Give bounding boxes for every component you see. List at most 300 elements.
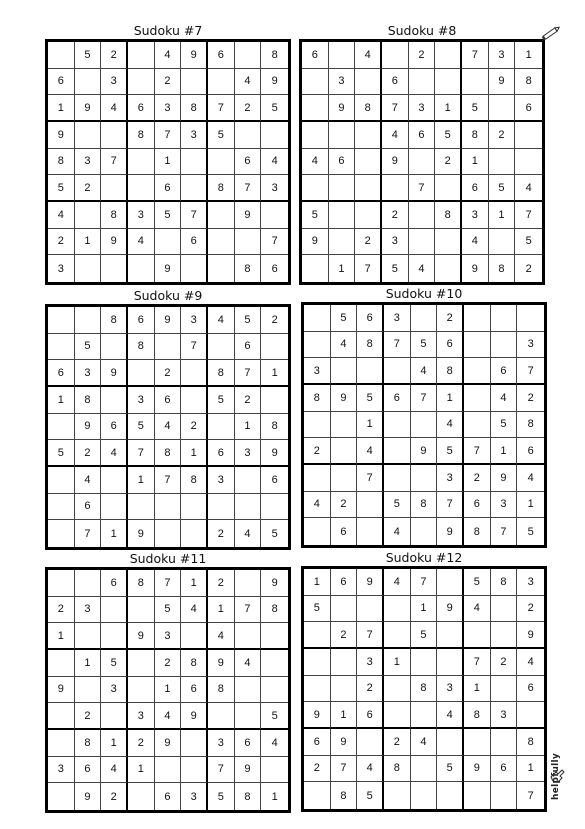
sudoku-cell xyxy=(208,149,235,176)
sudoku-cell: 6 xyxy=(128,307,155,334)
sudoku-cell: 2 xyxy=(48,229,75,256)
sudoku-cell xyxy=(304,465,331,492)
sudoku-cell: 4 xyxy=(48,202,75,229)
sudoku-cell xyxy=(435,42,462,69)
sudoku-cell: 3 xyxy=(155,623,182,650)
sudoku-cell xyxy=(181,730,208,757)
sudoku-cell: 7 xyxy=(181,334,208,361)
sudoku-cell: 7 xyxy=(382,95,409,122)
sudoku-cell: 6 xyxy=(75,494,102,521)
sudoku-cell: 8 xyxy=(355,95,382,122)
sudoku-cell xyxy=(382,175,409,202)
sudoku-cell xyxy=(329,122,356,149)
sudoku-cell: 6 xyxy=(75,757,102,784)
sudoku-cell xyxy=(235,623,262,650)
puzzle-title: Sudoku #9 xyxy=(133,288,203,303)
sudoku-cell: 1 xyxy=(235,414,262,441)
sudoku-cell: 4 xyxy=(101,95,128,122)
sudoku-cell: 5 xyxy=(208,783,235,810)
sudoku-cell xyxy=(355,149,382,176)
sudoku-cell: 3 xyxy=(128,202,155,229)
sudoku-grid xyxy=(45,567,291,813)
sudoku-cell: 6 xyxy=(48,360,75,387)
sudoku-cell: 2 xyxy=(304,756,331,783)
sudoku-cell: 5 xyxy=(384,492,411,519)
sudoku-cell xyxy=(235,494,262,521)
sudoku-cell: 1 xyxy=(48,623,75,650)
sudoku-cell: 6 xyxy=(304,729,331,756)
sudoku-cell: 9 xyxy=(181,703,208,730)
sudoku-cell: 9 xyxy=(128,623,155,650)
sudoku-cell: 1 xyxy=(101,730,128,757)
sudoku-cell xyxy=(329,175,356,202)
sudoku-cell: 8 xyxy=(155,440,182,467)
sudoku-cell: 1 xyxy=(329,255,356,282)
sudoku-cell xyxy=(411,412,438,439)
sudoku-cell xyxy=(331,649,358,676)
sudoku-cell xyxy=(208,255,235,282)
sudoku-cell: 4 xyxy=(437,702,464,729)
sudoku-cell xyxy=(155,229,182,256)
sudoku-cell: 9 xyxy=(101,229,128,256)
sudoku-cell xyxy=(48,703,75,730)
sudoku-cell: 8 xyxy=(235,783,262,810)
sudoku-cell xyxy=(384,676,411,703)
puzzle-title: Sudoku #8 xyxy=(387,23,457,38)
sudoku-cell xyxy=(331,465,358,492)
sudoku-cell: 3 xyxy=(491,702,518,729)
sudoku-cell xyxy=(384,465,411,492)
sudoku-cell: 5 xyxy=(261,703,288,730)
sudoku-cell: 8 xyxy=(128,334,155,361)
sudoku-cell: 9 xyxy=(464,756,491,783)
sudoku-cell: 9 xyxy=(382,149,409,176)
sudoku-cell: 2 xyxy=(75,440,102,467)
sudoku-cell: 3 xyxy=(101,677,128,704)
sudoku-cell: 6 xyxy=(181,229,208,256)
sudoku-cell xyxy=(75,307,102,334)
sudoku-puzzle-12 xyxy=(301,550,547,812)
sudoku-cell: 4 xyxy=(517,465,544,492)
sudoku-cell xyxy=(261,334,288,361)
sudoku-cell xyxy=(235,42,262,69)
sudoku-cell: 1 xyxy=(261,360,288,387)
sudoku-cell: 5 xyxy=(462,95,489,122)
sudoku-cell: 5 xyxy=(527,525,534,538)
sudoku-cell: 1 xyxy=(517,492,544,519)
sudoku-cell: 9 xyxy=(75,95,102,122)
sudoku-cell: 8 xyxy=(462,122,489,149)
sudoku-cell: 5 xyxy=(48,440,75,467)
sudoku-cell: 1 xyxy=(489,202,516,229)
sudoku-cell: 9 xyxy=(48,122,75,149)
sudoku-cell: 6 xyxy=(302,42,329,69)
sudoku-cell: 2 xyxy=(261,307,288,334)
sudoku-cell xyxy=(181,494,208,521)
sudoku-cell: 9 xyxy=(128,520,155,547)
sudoku-cell xyxy=(331,412,358,439)
sudoku-cell: 4 xyxy=(261,730,288,757)
sudoku-cell xyxy=(304,782,331,809)
sudoku-cell: 9 xyxy=(491,465,518,492)
sudoku-cell: 2 xyxy=(517,596,544,623)
sudoku-cell: 6 xyxy=(208,440,235,467)
sudoku-cell: 1 xyxy=(464,676,491,703)
sudoku-cell xyxy=(491,305,518,332)
sudoku-cell: 1 xyxy=(155,149,182,176)
sudoku-cell xyxy=(101,255,128,282)
sudoku-cell: 7 xyxy=(155,467,182,494)
sudoku-cell: 3 xyxy=(382,229,409,256)
sudoku-cell: 8 xyxy=(261,414,288,441)
sudoku-cell: 2 xyxy=(435,149,462,176)
sudoku-cell xyxy=(48,307,75,334)
sudoku-cell xyxy=(384,412,411,439)
sudoku-cell: 4 xyxy=(235,69,262,96)
sudoku-cell xyxy=(357,492,384,519)
sudoku-cell: 4 xyxy=(261,149,288,176)
sudoku-cell: 2 xyxy=(208,570,235,597)
sudoku-cell: 6 xyxy=(235,334,262,361)
sudoku-cell: 8 xyxy=(48,149,75,176)
sudoku-cell: 3 xyxy=(357,649,384,676)
sudoku-puzzle-7 xyxy=(45,23,291,285)
sudoku-cell xyxy=(48,334,75,361)
sudoku-cell: 1 xyxy=(462,149,489,176)
sudoku-cell: 2 xyxy=(155,69,182,96)
sudoku-cell xyxy=(208,229,235,256)
sudoku-cell: 2 xyxy=(331,622,358,649)
sudoku-cell xyxy=(155,757,182,784)
sudoku-cell xyxy=(261,757,288,784)
puzzle-title: Sudoku #10 xyxy=(385,286,463,301)
sudoku-cell: 9 xyxy=(329,95,356,122)
sudoku-cell xyxy=(384,358,411,385)
sudoku-cell: 8 xyxy=(304,385,331,412)
sudoku-cell: 6 xyxy=(329,149,356,176)
sudoku-cell xyxy=(382,42,409,69)
sudoku-cell: 7 xyxy=(355,255,382,282)
sudoku-cell: 8 xyxy=(181,95,208,122)
sudoku-cell xyxy=(235,229,262,256)
sudoku-cell: 3 xyxy=(75,360,102,387)
sudoku-cell: 9 xyxy=(489,69,516,96)
sudoku-cell: 2 xyxy=(489,122,516,149)
sudoku-cell: 8 xyxy=(208,360,235,387)
sudoku-cell: 9 xyxy=(304,702,331,729)
sudoku-cell: 2 xyxy=(437,305,464,332)
sudoku-cell: 1 xyxy=(155,677,182,704)
sudoku-cell: 4 xyxy=(491,385,518,412)
sudoku-puzzle-11 xyxy=(45,551,291,813)
sudoku-cell xyxy=(357,518,384,545)
sudoku-cell: 8 xyxy=(464,518,491,545)
sudoku-cell xyxy=(155,334,182,361)
sudoku-cell xyxy=(75,122,102,149)
sudoku-cell: 6 xyxy=(462,175,489,202)
sudoku-cell: 7 xyxy=(331,756,358,783)
sudoku-cell: 9 xyxy=(235,757,262,784)
puzzle-title: Sudoku #11 xyxy=(129,551,207,566)
sudoku-cell xyxy=(75,202,102,229)
sudoku-cell xyxy=(48,467,75,494)
sudoku-cell xyxy=(355,122,382,149)
sudoku-cell: 2 xyxy=(48,597,75,624)
sudoku-cell: 4 xyxy=(75,467,102,494)
sudoku-cell xyxy=(329,42,356,69)
sudoku-cell: 8 xyxy=(75,387,102,414)
sudoku-cell: 3 xyxy=(437,465,464,492)
sudoku-cell xyxy=(489,229,516,256)
sudoku-cell xyxy=(437,729,464,756)
sudoku-cell: 5 xyxy=(491,412,518,439)
sudoku-cell: 8 xyxy=(411,676,438,703)
sudoku-cell: 3 xyxy=(491,492,518,519)
sudoku-cell: 5 xyxy=(208,122,235,149)
sudoku-puzzle-10 xyxy=(301,286,547,548)
sudoku-grid xyxy=(301,566,547,812)
sudoku-cell: 1 xyxy=(75,650,102,677)
sudoku-cell: 9 xyxy=(75,783,102,810)
sudoku-cell: 7 xyxy=(155,570,182,597)
sudoku-cell: 7 xyxy=(208,757,235,784)
sudoku-cell: 7 xyxy=(464,438,491,465)
sudoku-cell xyxy=(437,782,464,809)
sudoku-cell: 5 xyxy=(411,332,438,359)
sudoku-cell xyxy=(128,42,155,69)
sudoku-cell xyxy=(329,202,356,229)
sudoku-cell xyxy=(101,494,128,521)
sudoku-cell: 9 xyxy=(48,677,75,704)
sudoku-cell: 7 xyxy=(517,358,544,385)
sudoku-cell xyxy=(128,175,155,202)
sudoku-cell: 1 xyxy=(48,95,75,122)
sudoku-grid xyxy=(45,39,291,285)
sudoku-cell: 9 xyxy=(331,385,358,412)
sudoku-cell: 1 xyxy=(437,385,464,412)
sudoku-cell xyxy=(464,729,491,756)
sudoku-cell xyxy=(235,677,262,704)
sudoku-cell: 9 xyxy=(181,42,208,69)
sudoku-cell xyxy=(101,175,128,202)
sudoku-cell: 8 xyxy=(261,597,288,624)
sudoku-cell: 8 xyxy=(515,69,542,96)
sudoku-cell xyxy=(235,570,262,597)
sudoku-cell xyxy=(181,360,208,387)
sudoku-cell: 2 xyxy=(75,703,102,730)
sudoku-cell: 7 xyxy=(235,597,262,624)
sudoku-cell: 2 xyxy=(235,95,262,122)
sudoku-cell: 1 xyxy=(384,649,411,676)
sudoku-cell: 3 xyxy=(75,149,102,176)
sudoku-cell xyxy=(409,202,436,229)
sudoku-cell: 5 xyxy=(464,569,491,596)
sudoku-cell: 4 xyxy=(409,255,436,282)
puzzle-title: Sudoku #7 xyxy=(133,23,203,38)
sudoku-cell xyxy=(489,95,516,122)
sudoku-cell: 6 xyxy=(181,677,208,704)
sudoku-cell xyxy=(435,69,462,96)
sudoku-cell: 1 xyxy=(271,790,278,803)
sudoku-cell: 3 xyxy=(181,307,208,334)
sudoku-cell: 5 xyxy=(235,307,262,334)
sudoku-cell: 3 xyxy=(128,387,155,414)
sudoku-cell: 8 xyxy=(101,307,128,334)
sudoku-cell: 8 xyxy=(411,492,438,519)
sudoku-cell xyxy=(464,385,491,412)
sudoku-cell xyxy=(155,520,182,547)
sudoku-cell: 3 xyxy=(462,202,489,229)
sudoku-cell: 7 xyxy=(128,440,155,467)
sudoku-cell xyxy=(128,783,155,810)
sudoku-cell xyxy=(208,334,235,361)
sudoku-cell xyxy=(101,597,128,624)
sudoku-cell: 4 xyxy=(101,440,128,467)
sudoku-cell: 2 xyxy=(128,730,155,757)
sudoku-cell xyxy=(128,69,155,96)
sudoku-cell: 4 xyxy=(411,729,438,756)
sudoku-cell xyxy=(411,465,438,492)
sudoku-cell: 1 xyxy=(435,95,462,122)
sudoku-cell: 5 xyxy=(261,95,288,122)
sudoku-cell xyxy=(409,149,436,176)
sudoku-cell xyxy=(464,358,491,385)
sudoku-cell: 1 xyxy=(208,597,235,624)
sudoku-cell: 6 xyxy=(208,42,235,69)
sudoku-cell: 2 xyxy=(517,385,544,412)
sudoku-cell: 3 xyxy=(101,69,128,96)
sudoku-cell xyxy=(128,149,155,176)
sudoku-cell: 7 xyxy=(384,332,411,359)
sudoku-cell xyxy=(304,622,331,649)
sudoku-cell xyxy=(261,677,288,704)
sudoku-cell: 6 xyxy=(128,95,155,122)
sudoku-grid xyxy=(45,304,291,550)
sudoku-cell: 3 xyxy=(409,95,436,122)
sudoku-cell xyxy=(384,702,411,729)
sudoku-cell: 2 xyxy=(464,465,491,492)
sudoku-cell xyxy=(261,494,288,521)
sudoku-cell: 6 xyxy=(382,69,409,96)
sudoku-cell: 9 xyxy=(302,229,329,256)
sudoku-cell xyxy=(181,149,208,176)
sudoku-cell: 4 xyxy=(384,569,411,596)
sudoku-cell: 2 xyxy=(491,649,518,676)
sudoku-cell: 4 xyxy=(208,623,235,650)
sudoku-cell: 9 xyxy=(261,440,288,467)
sudoku-cell xyxy=(304,676,331,703)
sudoku-cell: 2 xyxy=(355,229,382,256)
sudoku-cell: 9 xyxy=(411,438,438,465)
sudoku-cell xyxy=(437,569,464,596)
sudoku-cell: 7 xyxy=(181,202,208,229)
sudoku-cell xyxy=(491,332,518,359)
sudoku-cell: 4 xyxy=(331,332,358,359)
pencil-icon xyxy=(540,24,562,42)
sudoku-cell: 5 xyxy=(75,334,102,361)
sudoku-cell xyxy=(128,677,155,704)
sudoku-cell: 6 xyxy=(101,414,128,441)
sudoku-cell: 5 xyxy=(208,387,235,414)
sudoku-cell: 9 xyxy=(437,596,464,623)
sudoku-cell xyxy=(517,702,544,729)
sudoku-cell xyxy=(515,149,542,176)
sudoku-cell: 2 xyxy=(181,414,208,441)
sudoku-cell xyxy=(181,623,208,650)
sudoku-cell: 4 xyxy=(302,149,329,176)
sudoku-cell xyxy=(261,122,288,149)
sudoku-cell: 1 xyxy=(517,756,544,783)
sudoku-cell xyxy=(355,69,382,96)
sudoku-cell: 8 xyxy=(437,358,464,385)
sudoku-cell xyxy=(464,332,491,359)
sudoku-cell xyxy=(75,570,102,597)
sudoku-cell xyxy=(101,467,128,494)
sudoku-cell xyxy=(491,782,518,809)
sudoku-cell: 3 xyxy=(155,95,182,122)
sudoku-cell: 8 xyxy=(75,730,102,757)
sudoku-cell: 5 xyxy=(435,122,462,149)
sudoku-cell: 2 xyxy=(101,783,128,810)
sudoku-cell xyxy=(411,518,438,545)
sudoku-cell xyxy=(235,122,262,149)
sudoku-cell: 7 xyxy=(411,385,438,412)
sudoku-cell xyxy=(331,596,358,623)
sudoku-cell xyxy=(302,175,329,202)
sudoku-cell: 1 xyxy=(411,596,438,623)
sudoku-cell: 9 xyxy=(155,255,182,282)
sudoku-cell: 3 xyxy=(517,569,544,596)
sudoku-cell xyxy=(411,782,438,809)
sudoku-cell: 8 xyxy=(181,467,208,494)
sudoku-cell: 1 xyxy=(357,412,384,439)
sudoku-cell xyxy=(411,702,438,729)
sudoku-cell: 7 xyxy=(515,202,542,229)
sudoku-cell xyxy=(491,729,518,756)
sudoku-cell: 3 xyxy=(181,783,208,810)
sudoku-cell: 6 xyxy=(515,95,542,122)
sudoku-cell xyxy=(384,438,411,465)
sudoku-cell: 7 xyxy=(491,518,518,545)
sudoku-cell: 4 xyxy=(304,492,331,519)
sudoku-cell: 3 xyxy=(489,42,516,69)
sudoku-cell: 6 xyxy=(331,569,358,596)
sudoku-cell xyxy=(75,69,102,96)
sudoku-cell: 6 xyxy=(409,122,436,149)
sudoku-cell: 5 xyxy=(304,596,331,623)
sudoku-cell: 6 xyxy=(235,149,262,176)
sudoku-cell: 4 xyxy=(515,175,542,202)
sudoku-cell xyxy=(208,202,235,229)
sudoku-cell: 6 xyxy=(155,783,182,810)
sudoku-cell: 6 xyxy=(491,756,518,783)
sudoku-cell: 5 xyxy=(155,597,182,624)
sudoku-cell: 8 xyxy=(491,569,518,596)
sudoku-cell: 3 xyxy=(181,122,208,149)
sudoku-cell: 9 xyxy=(437,518,464,545)
sudoku-cell xyxy=(75,255,102,282)
sudoku-cell: 7 xyxy=(437,492,464,519)
sudoku-cell: 4 xyxy=(437,412,464,439)
sudoku-cell: 1 xyxy=(491,438,518,465)
sudoku-cell: 4 xyxy=(382,122,409,149)
sudoku-cell xyxy=(464,305,491,332)
sudoku-cell: 7 xyxy=(464,649,491,676)
sudoku-cell xyxy=(208,703,235,730)
sudoku-cell xyxy=(435,255,462,282)
sudoku-cell: 4 xyxy=(101,757,128,784)
sudoku-cell xyxy=(411,305,438,332)
